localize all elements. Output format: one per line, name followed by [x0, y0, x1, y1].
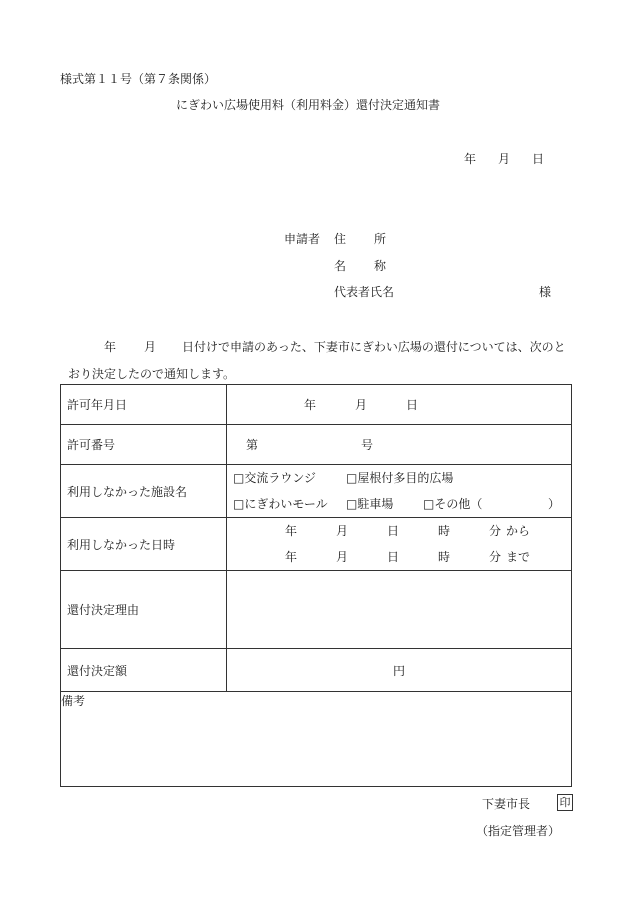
table-row — [61, 692, 572, 787]
representative-label: 代表者氏名 — [334, 285, 395, 299]
date-day: 日 — [532, 152, 545, 166]
facility-option-other[interactable]: □その他（ — [423, 497, 483, 511]
table-row — [61, 649, 572, 692]
facility-option-other-close: ） — [548, 497, 561, 511]
date-month: 月 — [498, 152, 511, 166]
mayor-title: 下妻市長 — [482, 797, 531, 811]
datetime-label: 利用しなかった日時 — [61, 518, 227, 571]
notice-body — [68, 334, 576, 388]
amount-unit: 円 — [392, 663, 405, 678]
form-number: 様式第１１号（第７条関係） — [60, 72, 217, 86]
document-title: にぎわい広場使用料（利用料金）還付決定通知書 — [176, 98, 441, 112]
address-label: 住所 — [334, 232, 415, 246]
remarks-label: 備考 — [61, 694, 86, 708]
applicant-label: 申請者 — [284, 232, 321, 246]
datetime-to: まで — [506, 550, 531, 564]
amount-label: 還付決定額 — [61, 649, 227, 692]
date-year: 年 — [464, 152, 477, 166]
table-row — [61, 425, 572, 465]
remarks-cell[interactable] — [61, 692, 572, 787]
table-row — [61, 465, 572, 518]
permit-date-value: 年 月 日 — [227, 385, 572, 425]
body-month: 月 — [144, 340, 157, 354]
permit-date-label: 許可年月日 — [61, 385, 227, 425]
facility-option-parking[interactable]: □駐車場 — [346, 497, 394, 511]
facility-options — [227, 465, 572, 518]
permit-number-value: 第 号 — [227, 425, 572, 465]
permit-number-label: 許可番号 — [61, 425, 227, 465]
datetime-from: から — [506, 524, 531, 538]
facility-option-plaza[interactable]: □屋根付多目的広場 — [346, 471, 454, 485]
issue-date — [464, 150, 544, 167]
body-text: 日付けで申請のあった、下妻市にぎわい広場の還付については、次のとおり決定したので通知します。 — [68, 340, 566, 381]
table-row — [61, 571, 572, 649]
facility-label: 利用しなかった施設名 — [61, 465, 227, 518]
honorific: 様 — [539, 285, 552, 299]
notice-table — [60, 384, 572, 787]
seal-mark: 印 — [557, 794, 573, 811]
table-row — [61, 518, 572, 571]
facility-option-mall[interactable]: □にぎわいモール — [233, 497, 328, 511]
reason-label: 還付決定理由 — [61, 571, 227, 649]
table-row — [61, 385, 572, 425]
facility-option-lounge[interactable]: □交流ラウンジ — [233, 471, 317, 485]
body-year: 年 — [104, 340, 117, 354]
datetime-value: 年 月 日 時 分 から 年 月 日 時 分 まで — [227, 518, 572, 571]
designated-manager: （指定管理者） — [476, 824, 561, 838]
reason-value[interactable] — [227, 571, 572, 649]
amount-value[interactable] — [227, 649, 572, 692]
name-label: 名称 — [334, 259, 415, 273]
